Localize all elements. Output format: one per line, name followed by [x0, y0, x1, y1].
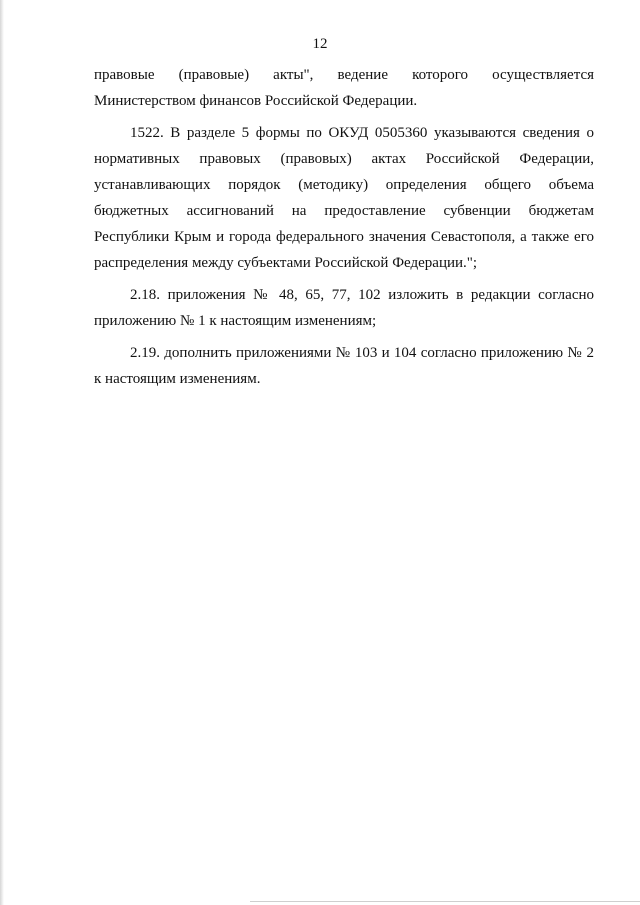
paragraph-2-19: 2.19. дополнить приложениями № 103 и 104 согласно приложению № 2 к настоящим изменениям.: [94, 345, 594, 387]
paragraph-continuation: правовые (правовые) акты", ведение которого осуществляется Министерством финансов Российской Федерации.: [94, 67, 594, 109]
page-number: 12: [312, 36, 328, 52]
paragraph-2-18: 2.18. приложения № 48, 65, 77, 102 изложить в редакции согласно приложению № 1 к настоящим изменениям;: [94, 287, 594, 329]
scan-edge: [0, 0, 4, 905]
scan-bottom-edge: [250, 901, 640, 902]
paragraph-1522: 1522. В разделе 5 формы по ОКУД 0505360 указываются сведения о нормативных правовых (правовых) актах Российской Федерации, устанавливающих порядок (методику) определения общего объема бюджетных ассигнований на предоставление субвенции бюджетам Республики Крым и города федерального значения Севастополя, а также его распределения между субъектами Российской Федерации.";: [94, 125, 594, 271]
document-body: [94, 62, 594, 398]
